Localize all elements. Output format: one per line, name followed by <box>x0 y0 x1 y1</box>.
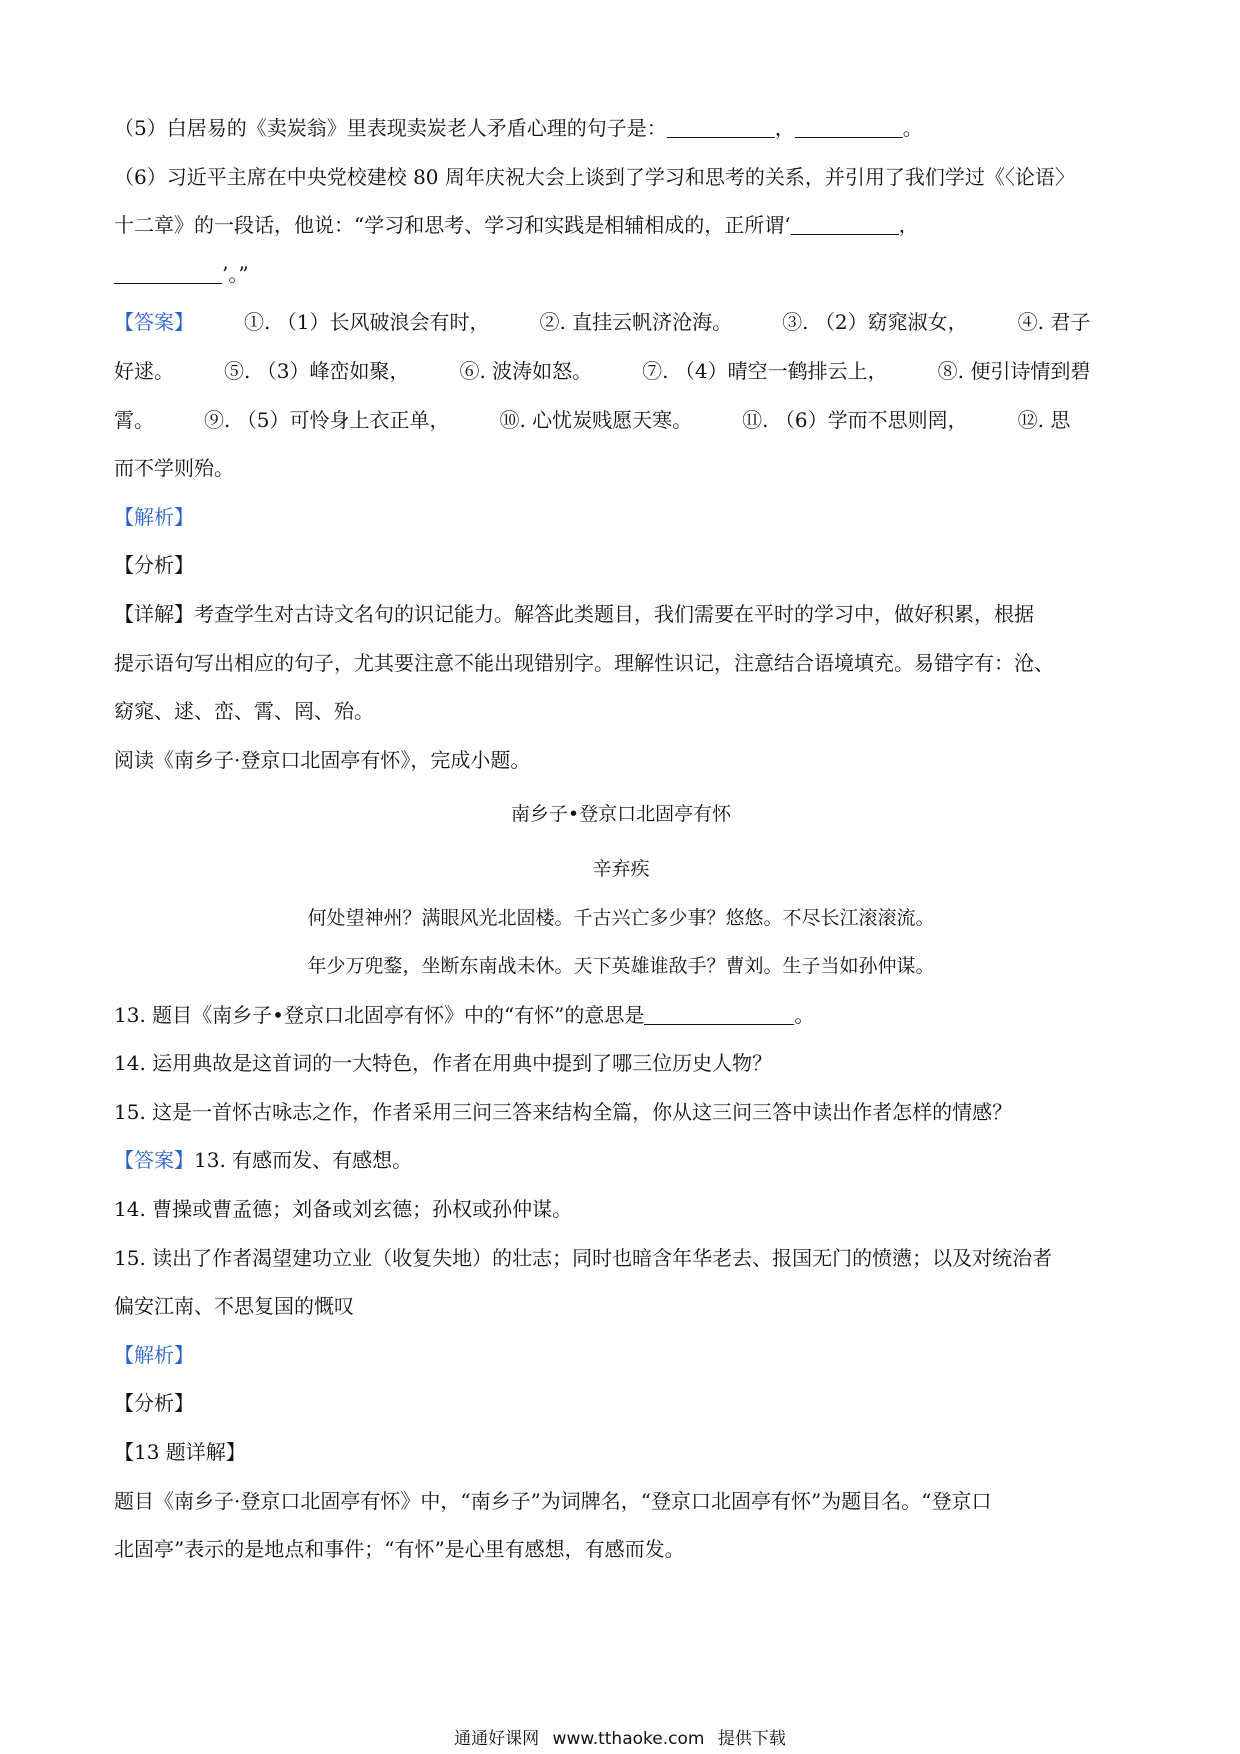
question-5 <box>114 104 1128 153</box>
detail-13-label: 【13 题详解】 <box>114 1440 246 1465</box>
answer-item: 霄。 <box>114 407 154 432</box>
footer-url[interactable]: www.tthaoke.com <box>552 1729 705 1749</box>
closing-quote: ’。” <box>222 261 249 286</box>
poem-title <box>114 790 1128 839</box>
answer-1-line-1 <box>114 298 1128 347</box>
page-footer <box>0 1724 1240 1749</box>
answer-15-text: 15. 读出了作者渴望建功立业（收复失地）的壮志；同时也暗含年华老去、报国无门的愤懑；以及对统治者 <box>114 1245 1053 1270</box>
answer-item: ⑨. （5）可怜身上衣正单， <box>204 407 450 432</box>
poem-title-text: 南乡子•登京口北固亭有怀 <box>510 803 732 826</box>
answer-1-line-3 <box>114 396 1128 445</box>
answer-1-line-2 <box>114 347 1128 396</box>
answer-item: 而不学则殆。 <box>114 456 234 481</box>
analysis-1-fenxi <box>114 541 1128 590</box>
answer-label: 【答案】 <box>114 1148 194 1173</box>
analysis-2-line-1 <box>114 1477 1128 1526</box>
answer-item: ③. （2）窈窕淑女， <box>782 310 968 335</box>
reading-intro-text: 阅读《南乡子·登京口北固亭有怀》，完成小题。 <box>114 747 531 772</box>
answer-item: ⑧. 便引诗情到碧 <box>937 358 1091 383</box>
answer-2-line-1 <box>114 1136 1128 1185</box>
answer-item: ④. 君子 <box>1017 310 1091 335</box>
footer-note: 提供下载 <box>717 1729 786 1749</box>
answer-label: 【答案】 <box>114 310 194 335</box>
analysis-1-jiexi <box>114 493 1128 542</box>
question-6-line-2 <box>114 201 1128 250</box>
answer-13-text: 13. 有感而发、有感想。 <box>194 1148 413 1173</box>
analysis-1-detail-line-1 <box>114 590 1128 639</box>
answer-item: ②. 直挂云帆济沧海。 <box>539 310 733 335</box>
question-15-text: 15. 这是一首怀古咏志之作，作者采用三问三答来结构全篇，你从这三问三答中读出作者怎样的情感？ <box>114 1099 1013 1124</box>
answer-item: ⑫. 思 <box>1017 407 1071 432</box>
answer-2-line-3 <box>114 1234 1128 1283</box>
answer-1-line-4 <box>114 444 1128 493</box>
answer-item: ⑤. （3）峰峦如聚， <box>224 358 410 383</box>
answer-blank[interactable] <box>795 116 903 138</box>
jiexi-label: 【解析】 <box>114 504 194 529</box>
jiexi-label: 【解析】 <box>114 1342 194 1367</box>
answer-item: 好逑。 <box>114 358 174 383</box>
answer-2-line-4 <box>114 1282 1128 1331</box>
answer-item: ⑪. （6）学而不思则罔， <box>742 407 968 432</box>
detail-text: 题目《南乡子·登京口北固亭有怀》中，“南乡子”为词牌名，“登京口北固亭有怀”为题目名。“登京口 <box>114 1488 992 1513</box>
fenxi-label: 【分析】 <box>114 553 194 578</box>
detail-text: 【详解】考查学生对古诗文名句的识记能力。解答此类题目，我们需要在平时的学习中，做好积累，根据 <box>114 601 1034 626</box>
answer-blank[interactable] <box>644 1003 794 1025</box>
detail-text: 北固亭”表示的是地点和事件；“有怀”是心里有感想，有感而发。 <box>114 1537 685 1562</box>
period: 。 <box>794 1002 815 1027</box>
question-15 <box>114 1088 1128 1137</box>
question-14 <box>114 1039 1128 1088</box>
question-6-text: （6）习近平主席在中央党校建校 80 周年庆祝大会上谈到了学习和思考的关系，并引用了我们学过《〈论语〉 <box>114 164 1075 189</box>
document-page <box>114 104 1128 1574</box>
fenxi-label: 【分析】 <box>114 1391 194 1416</box>
question-13-text: 13. 题目《南乡子•登京口北固亭有怀》中的“有怀”的意思是 <box>114 1002 645 1027</box>
question-6-line-3 <box>114 250 1128 299</box>
analysis-1-detail-line-3 <box>114 687 1128 736</box>
analysis-2-jiexi <box>114 1331 1128 1380</box>
poem-author <box>114 845 1128 894</box>
separator: ， <box>898 213 919 238</box>
answer-blank[interactable] <box>667 116 775 138</box>
reading-intro <box>114 736 1128 785</box>
period: 。 <box>902 116 923 140</box>
answer-item: ⑩. 心忧炭贱愿天寒。 <box>499 407 693 432</box>
question-14-text: 14. 运用典故是这首词的一大特色，作者在用典中提到了哪三位历史人物？ <box>114 1051 773 1076</box>
answer-2-line-2 <box>114 1185 1128 1234</box>
poem-line-2 <box>114 942 1128 991</box>
detail-text: 窈窕、逑、峦、霄、罔、殆。 <box>114 699 374 724</box>
analysis-2-13 <box>114 1428 1128 1477</box>
analysis-2-fenxi <box>114 1379 1128 1428</box>
analysis-2-line-2 <box>114 1525 1128 1574</box>
poem-line-1 <box>114 894 1128 943</box>
answer-item: ⑦. （4）晴空一鹤排云上， <box>642 358 888 383</box>
answer-blank[interactable] <box>114 262 222 284</box>
answer-item: ①. （1）长风破浪会有时， <box>244 310 490 335</box>
answer-14-text: 14. 曹操或曹孟德；刘备或刘玄德；孙权或孙仲谋。 <box>114 1197 573 1222</box>
poem-line-text: 年少万兜鍪，坐断东南战未休。天下英雄谁敌手？曹刘。生子当如孙仲谋。 <box>307 955 935 978</box>
question-6-text: 十二章》的一段话，他说：“学习和思考、学习和实践是相辅相成的，正所谓‘ <box>114 213 791 238</box>
footer-site-name: 通通好课网 <box>454 1729 540 1749</box>
answer-blank[interactable] <box>791 213 899 235</box>
poem-author-text: 辛弃疾 <box>592 857 650 880</box>
poem-line-text: 何处望神州？满眼风光北固楼。千古兴亡多少事？悠悠。不尽长江滚滚流。 <box>307 906 935 929</box>
analysis-1-detail-line-2 <box>114 639 1128 688</box>
question-13 <box>114 991 1128 1040</box>
detail-text: 提示语句写出相应的句子，尤其要注意不能出现错别字。理解性识记，注意结合语境填充。易错字有：沧、 <box>114 650 1054 675</box>
separator: ， <box>774 116 795 140</box>
question-6-line-1 <box>114 153 1128 202</box>
answer-item: ⑥. 波涛如怒。 <box>459 358 593 383</box>
answer-15-text: 偏安江南、不思复国的慨叹 <box>114 1294 354 1319</box>
question-5-text: （5）白居易的《卖炭翁》里表现卖炭老人矛盾心理的句子是： <box>114 116 667 140</box>
